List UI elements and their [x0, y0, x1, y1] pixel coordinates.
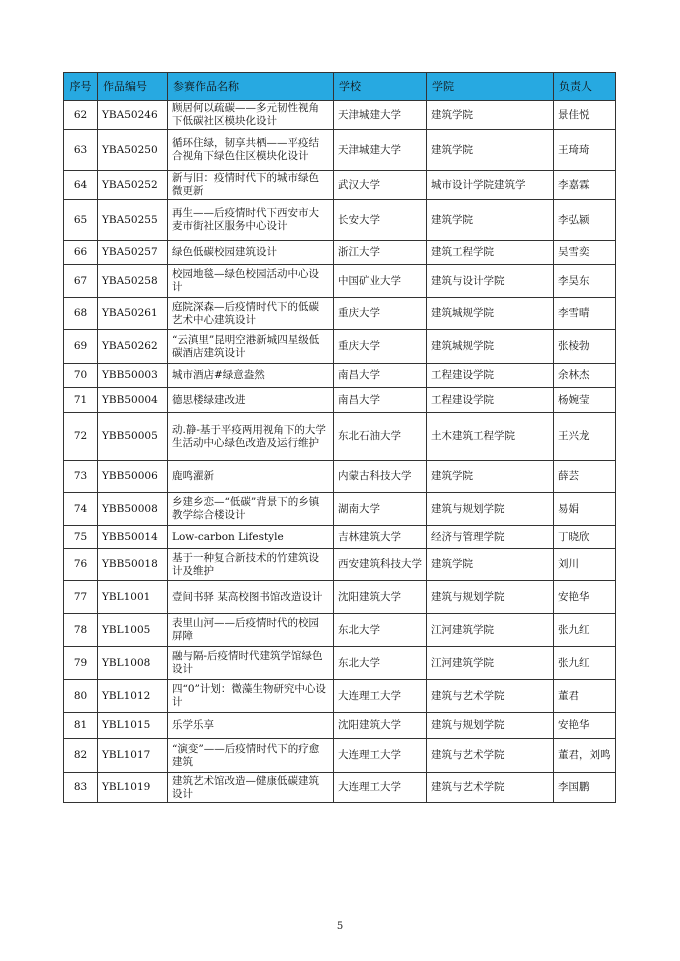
table-row [64, 493, 616, 526]
cell-code: YBA50257 [98, 241, 168, 265]
cell-no: 64 [64, 171, 98, 200]
table-row [64, 101, 616, 130]
cell-college: 建筑学院 [427, 101, 554, 130]
cell-college: 建筑城规学院 [427, 298, 554, 330]
table-row [64, 265, 616, 298]
cell-leader: 张九红 [554, 647, 616, 680]
page-number: 5 [336, 921, 344, 932]
cell-college: 建筑与设计学院 [427, 265, 554, 298]
cell-college: 建筑学院 [427, 461, 554, 493]
cell-college: 建筑与艺术学院 [427, 739, 554, 773]
cell-code: YBL1019 [98, 773, 168, 803]
cell-leader: 杨婉莹 [554, 388, 616, 413]
cell-name: 校园地毯—绿色校园活动中心设计 [168, 265, 334, 298]
cell-no: 82 [64, 739, 98, 773]
cell-college: 建筑与艺术学院 [427, 680, 554, 713]
cell-name: 四“0”计划：微藻生物研究中心设计 [168, 680, 334, 713]
cell-college: 工程建设学院 [427, 388, 554, 413]
cell-school: 湖南大学 [334, 493, 427, 526]
cell-school: 天津城建大学 [334, 101, 427, 130]
cell-school: 大连理工大学 [334, 739, 427, 773]
cell-name: 庭院深森—后疫情时代下的低碳艺术中心建筑设计 [168, 298, 334, 330]
cell-school: 重庆大学 [334, 298, 427, 330]
header-no: 序号 [64, 73, 98, 101]
cell-code: YBA50246 [98, 101, 168, 130]
table-row [64, 713, 616, 739]
cell-code: YBA50258 [98, 265, 168, 298]
table-row [64, 388, 616, 413]
cell-no: 66 [64, 241, 98, 265]
cell-college: 经济与管理学院 [427, 526, 554, 549]
cell-college: 建筑与规划学院 [427, 581, 554, 614]
cell-name: 绿色低碳校园建筑设计 [168, 241, 334, 265]
cell-leader: 余林杰 [554, 364, 616, 388]
cell-name: 融与隔-后疫情时代建筑学馆绿色设计 [168, 647, 334, 680]
cell-college: 城市设计学院建筑学 [427, 171, 554, 200]
cell-school: 天津城建大学 [334, 130, 427, 171]
table-row [64, 413, 616, 461]
cell-no: 76 [64, 549, 98, 581]
cell-leader: 丁晓欣 [554, 526, 616, 549]
table-row [64, 526, 616, 549]
cell-college: 建筑学院 [427, 549, 554, 581]
cell-code: YBL1005 [98, 614, 168, 647]
cell-leader: 张棱勃 [554, 330, 616, 364]
cell-leader: 李雪晴 [554, 298, 616, 330]
cell-school: 南昌大学 [334, 364, 427, 388]
cell-college: 江河建筑学院 [427, 647, 554, 680]
cell-code: YBA50252 [98, 171, 168, 200]
cell-school: 大连理工大学 [334, 773, 427, 803]
cell-college: 建筑学院 [427, 200, 554, 241]
cell-leader: 李嘉霖 [554, 171, 616, 200]
table-row [64, 461, 616, 493]
cell-leader: 董君 [554, 680, 616, 713]
cell-no: 68 [64, 298, 98, 330]
cell-school: 东北大学 [334, 647, 427, 680]
cell-code: YBL1015 [98, 713, 168, 739]
cell-code: YBB50005 [98, 413, 168, 461]
cell-name: 循环住绿，韧享共栖——平疫结合视角下绿色住区模块化设计 [168, 130, 334, 171]
table-row [64, 739, 616, 773]
cell-school: 东北大学 [334, 614, 427, 647]
cell-college: 工程建设学院 [427, 364, 554, 388]
cell-no: 73 [64, 461, 98, 493]
cell-name: 壹间书驿 某高校图书馆改造设计 [168, 581, 334, 614]
table-row [64, 171, 616, 200]
cell-school: 武汉大学 [334, 171, 427, 200]
cell-name: 德思楼绿建改进 [168, 388, 334, 413]
cell-no: 83 [64, 773, 98, 803]
cell-name: 新与旧：疫情时代下的城市绿色微更新 [168, 171, 334, 200]
cell-code: YBA50262 [98, 330, 168, 364]
cell-name: 乐学乐享 [168, 713, 334, 739]
cell-school: 浙江大学 [334, 241, 427, 265]
cell-college: 建筑与规划学院 [427, 493, 554, 526]
cell-leader: 王琦琦 [554, 130, 616, 171]
cell-college: 建筑城规学院 [427, 330, 554, 364]
cell-leader: 王兴龙 [554, 413, 616, 461]
cell-leader: 吴雪奕 [554, 241, 616, 265]
header-leader: 负责人 [554, 73, 616, 101]
cell-no: 75 [64, 526, 98, 549]
table-row [64, 130, 616, 171]
cell-leader: 李弘颍 [554, 200, 616, 241]
cell-code: YBB50004 [98, 388, 168, 413]
table-row [64, 773, 616, 803]
cell-no: 63 [64, 130, 98, 171]
cell-college: 土木建筑工程学院 [427, 413, 554, 461]
cell-no: 65 [64, 200, 98, 241]
header-name: 参赛作品名称 [168, 73, 334, 101]
cell-code: YBA50261 [98, 298, 168, 330]
cell-school: 长安大学 [334, 200, 427, 241]
cell-name: “云滇里”昆明空港新城四星级低碳酒店建筑设计 [168, 330, 334, 364]
cell-school: 沈阳建筑大学 [334, 581, 427, 614]
cell-code: YBL1012 [98, 680, 168, 713]
cell-code: YBB50006 [98, 461, 168, 493]
cell-no: 78 [64, 614, 98, 647]
cell-name: “演变”——后疫情时代下的疗愈建筑 [168, 739, 334, 773]
cell-code: YBB50003 [98, 364, 168, 388]
table-body [64, 101, 616, 803]
cell-school: 西安建筑科技大学 [334, 549, 427, 581]
cell-no: 70 [64, 364, 98, 388]
cell-college: 建筑工程学院 [427, 241, 554, 265]
cell-name: 顾居何以疏碳——多元韧性视角下低碳社区模块化设计 [168, 101, 334, 130]
cell-no: 62 [64, 101, 98, 130]
cell-no: 80 [64, 680, 98, 713]
cell-leader: 董君，刘鸣 [554, 739, 616, 773]
cell-school: 东北石油大学 [334, 413, 427, 461]
cell-name: 建筑艺术馆改造—健康低碳建筑设计 [168, 773, 334, 803]
cell-college: 建筑与规划学院 [427, 713, 554, 739]
cell-no: 67 [64, 265, 98, 298]
table-row [64, 581, 616, 614]
cell-name: 再生——后疫情时代下西安市大麦市街社区服务中心设计 [168, 200, 334, 241]
table-row [64, 680, 616, 713]
cell-no: 74 [64, 493, 98, 526]
cell-no: 72 [64, 413, 98, 461]
cell-code: YBL1001 [98, 581, 168, 614]
cell-leader: 李国鹏 [554, 773, 616, 803]
cell-leader: 刘川 [554, 549, 616, 581]
cell-name: 动.静-基于平疫两用视角下的大学生活动中心绿色改造及运行维护 [168, 413, 334, 461]
cell-name: 城市酒店#绿意盎然 [168, 364, 334, 388]
cell-school: 中国矿业大学 [334, 265, 427, 298]
cell-no: 69 [64, 330, 98, 364]
table-header-row [64, 73, 616, 101]
table-row [64, 298, 616, 330]
header-college: 学院 [427, 73, 554, 101]
header-code: 作品编号 [98, 73, 168, 101]
cell-school: 内蒙古科技大学 [334, 461, 427, 493]
cell-code: YBB50014 [98, 526, 168, 549]
table-row [64, 647, 616, 680]
cell-no: 81 [64, 713, 98, 739]
cell-name: 乡建乡恋—“低碳”背景下的乡镇教学综合楼设计 [168, 493, 334, 526]
cell-code: YBL1017 [98, 739, 168, 773]
cell-leader: 易娟 [554, 493, 616, 526]
cell-school: 吉林建筑大学 [334, 526, 427, 549]
cell-no: 77 [64, 581, 98, 614]
table-row [64, 614, 616, 647]
cell-school: 沈阳建筑大学 [334, 713, 427, 739]
cell-school: 大连理工大学 [334, 680, 427, 713]
table-row [64, 241, 616, 265]
cell-no: 79 [64, 647, 98, 680]
table-row [64, 200, 616, 241]
cell-school: 南昌大学 [334, 388, 427, 413]
table-row [64, 330, 616, 364]
header-school: 学校 [334, 73, 427, 101]
cell-leader: 安艳华 [554, 713, 616, 739]
cell-name: 表里山河——后疫情时代的校园屏障 [168, 614, 334, 647]
cell-school: 重庆大学 [334, 330, 427, 364]
cell-code: YBL1008 [98, 647, 168, 680]
table-row [64, 549, 616, 581]
cell-leader: 安艳华 [554, 581, 616, 614]
cell-name: Low-carbon Lifestyle [168, 526, 334, 549]
cell-code: YBB50008 [98, 493, 168, 526]
cell-college: 江河建筑学院 [427, 614, 554, 647]
cell-name: 鹿鸣濯新 [168, 461, 334, 493]
cell-name: 基于一种复合新技术的竹建筑设计及维护 [168, 549, 334, 581]
cell-no: 71 [64, 388, 98, 413]
table-row [64, 364, 616, 388]
cell-college: 建筑学院 [427, 130, 554, 171]
cell-code: YBA50250 [98, 130, 168, 171]
cell-leader: 李昊东 [554, 265, 616, 298]
cell-leader: 张九红 [554, 614, 616, 647]
cell-leader: 薛芸 [554, 461, 616, 493]
cell-code: YBA50255 [98, 200, 168, 241]
award-table [63, 72, 616, 803]
cell-leader: 景佳悦 [554, 101, 616, 130]
cell-college: 建筑与艺术学院 [427, 773, 554, 803]
cell-code: YBB50018 [98, 549, 168, 581]
